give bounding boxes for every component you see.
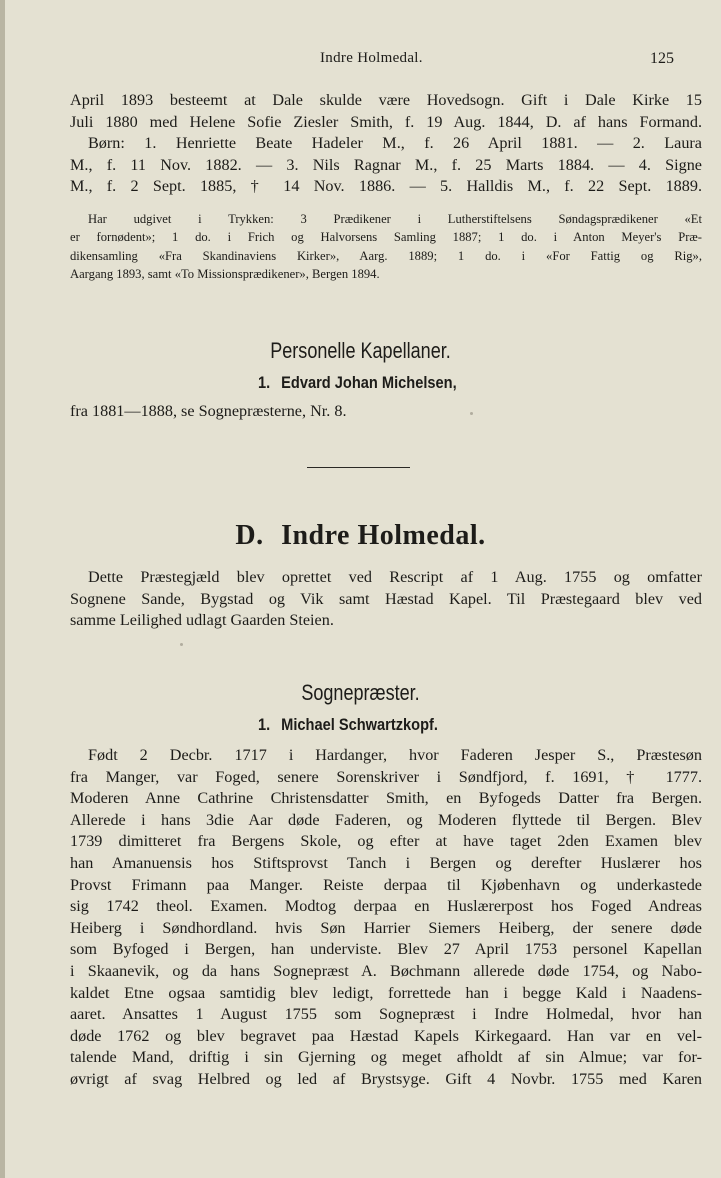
text-line: M., f. 11 Nov. 1882. — 3. Nils Ragnar M., f. 25 Marts 1884. — 4. Signe [70,155,702,174]
person-name: Edvard Johan Michelsen, [281,373,457,392]
text-line: Født 2 Decbr. 1717 i Hardanger, hvor Faderen Jesper S., Præstesøn [88,746,702,764]
kapellan-reference [70,401,702,423]
note-line: Aargang 1893, samt «To Missionsprædikener», Bergen 1894. [70,267,380,282]
chapter-letter: D. [235,520,264,551]
parish-description [70,567,702,632]
text-line: som Byfoged i Bergen, han underviste. Blev 27 April 1753 personel Kapellan [70,940,702,959]
text-line: Moderen Anne Cathrine Christensdatter Smith, en Byfogeds Datter fra Bergen. [70,789,702,808]
person-name: Michael Schwartzkopf. [281,715,438,734]
intro-paragraph [70,90,702,198]
text-line: aaret. Ansattes 1 August 1755 som Sognepræst i Indre Holmedal, hvor han [70,1005,702,1024]
text-line: sig 1742 theol. Examen. Modtog derpaa en Huslærerpost hos Foged Andreas [70,897,702,916]
text-line: April 1893 besteemt at Dale skulde være Hovedsogn. Gift i Dale Kirke 15 [70,91,702,109]
text-line: 1739 dimitteret fra Bergens Skole, og efter at have taget 2den Examen blev [70,832,702,851]
text-line: Sognene Sande, Bygstad og Vik samt Hæstad Kapel. Til Præstegaard blev ved [70,589,702,608]
section-heading-sognepraester: Sognepræster. [301,680,420,705]
text-line: Heiberg i Søndhordland. hvis Søn Harrier Siemers Heiberg, der senere døde [70,918,702,937]
text-line: Børn: 1. Henriette Beate Hadeler M., f. 26 April 1881. — 2. Laura [88,134,702,153]
note-line: er fornødent»; 1 do. i Frich og Halvorsens Samling 1887; 1 do. i Anton Meyer's Præ- [70,230,702,245]
chapter-heading [0,520,721,552]
text-line: M., f. 2 Sept. 1885, † 14 Nov. 1886. — 5. Halldis M., f. 22 Sept. 1889. [70,177,702,196]
text-line: Juli 1880 med Helene Sofie Ziesler Smith, f. 19 Aug. 1844, D. af hans Formand. [70,112,702,131]
person-heading-schwartzkopf [258,715,438,735]
text-line: døde 1762 og blev begravet paa Hæstad Kapels Kirkegaard. Han var en vel- [70,1026,702,1045]
page-number: 125 [650,50,674,67]
person-heading-michelsen [258,373,457,393]
publications-note [70,210,702,284]
running-head-title: Indre Holmedal. [320,50,423,66]
text-line: samme Leilighed udlagt Gaarden Steien. [70,611,334,630]
text-line: øvrigt af svag Helbred og led af Brystsyge. Gift 4 Novbr. 1755 med Karen [70,1069,702,1088]
paper-speck [180,643,183,646]
section-divider [307,467,410,468]
running-head [0,50,721,70]
chapter-title: Indre Holmedal. [281,520,486,551]
text-line: fra 1881—1888, se Sognepræsterne, Nr. 8. [70,402,347,420]
text-line: kaldet Etne ogsaa samtidig blev ledigt, forrettede han i begge Kald i Naadens- [70,983,702,1002]
text-line: han Amanuensis hos Stiftsprovst Tanch i Bergen og derefter Huslærer hos [70,853,702,872]
note-line: dikensamling «Fra Skandinaviens Kirker», Aarg. 1889; 1 do. i «For Fattig og Rig», [70,248,702,263]
note-line: Har udgivet i Trykken: 3 Prædikener i Lutherstiftelsens Søndagsprædikener «Et [88,212,702,226]
biography-paragraph [70,745,702,1091]
text-line: talende Mand, driftig i sin Gjerning og meget afholdt af sin Almue; var for- [70,1048,702,1067]
paper-speck [470,412,473,415]
text-line: Dette Præstegjæld blev oprettet ved Rescript af 1 Aug. 1755 og omfatter [88,568,702,586]
page-edge-shadow [0,0,5,1178]
person-number: 1. [258,715,271,734]
person-number: 1. [258,373,271,392]
text-line: fra Manger, var Foged, senere Sorenskriver i Søndfjord, f. 1691, † 1777. [70,767,702,786]
text-line: Allerede i hans 3die Aar døde Faderen, og Moderen flyttede til Bergen. Blev [70,810,702,829]
text-line: i Skaanevik, og da hans Sognepræst A. Bøchmann allerede døde 1754, og Nabo- [70,961,702,980]
text-line: Provst Frimann paa Manger. Reiste derpaa til Kjøbenhavn og underkastede [70,875,702,894]
section-heading-kapellaner: Personelle Kapellaner. [270,338,451,363]
